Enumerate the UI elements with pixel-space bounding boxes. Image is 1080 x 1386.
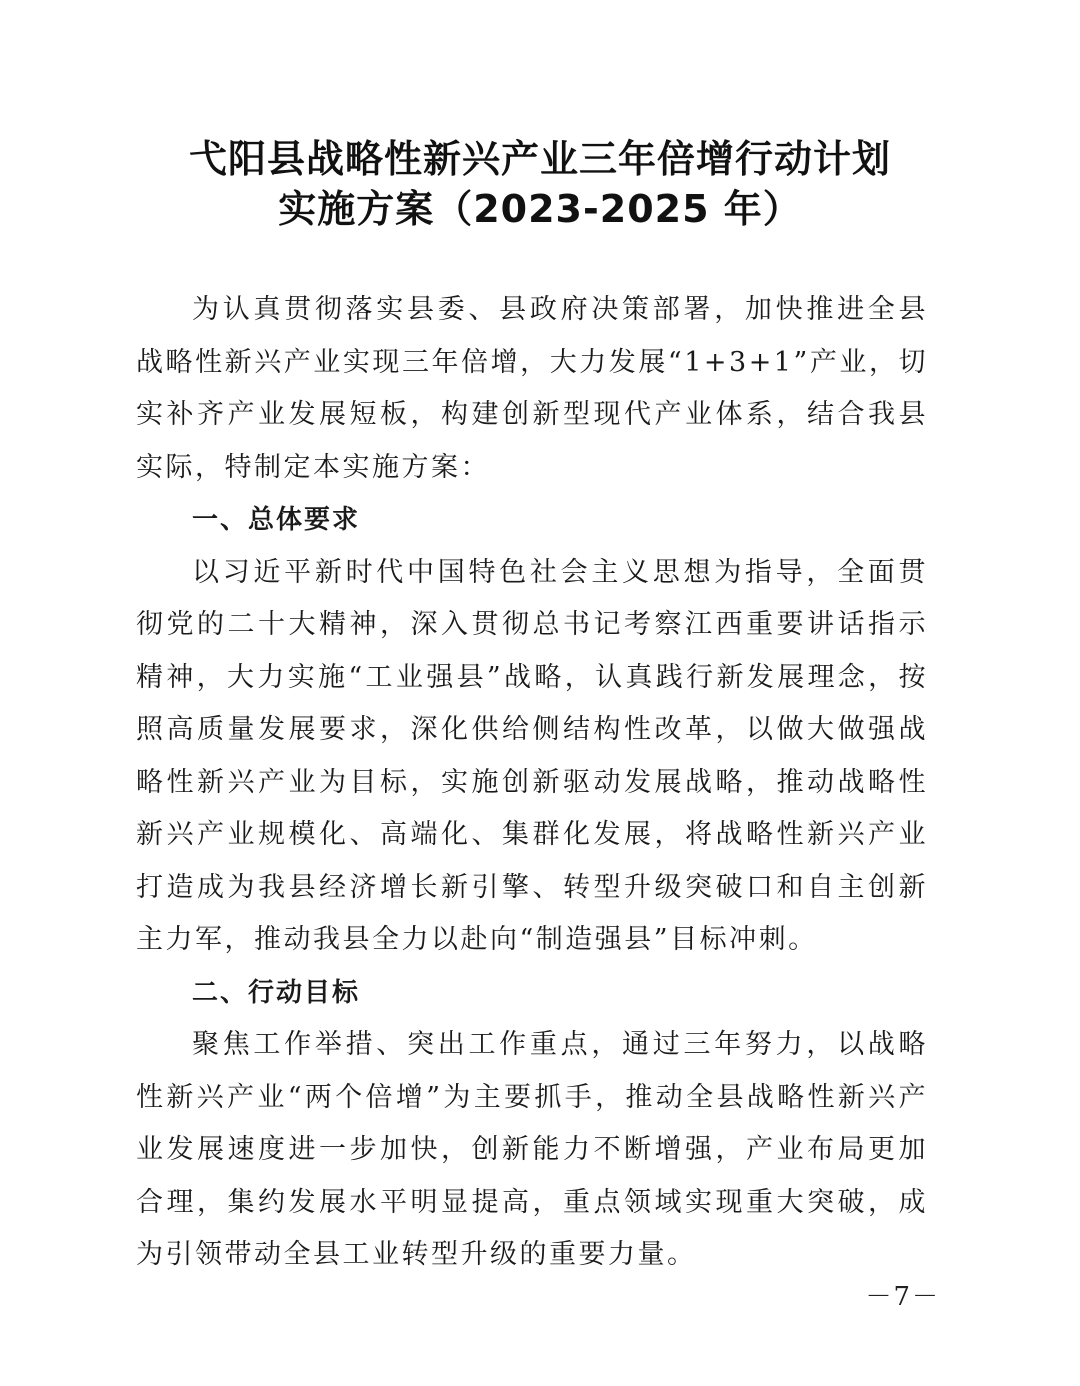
document-title-line2: 实施方案（2023-2025 年） [278,187,802,231]
section-paragraph-general-requirements: 以习近平新时代中国特色社会主义思想为指导，全面贯彻党的二十大精神，深入贯彻总书记考察江西重要讲话指示精神，大力实施“工业强县”战略，认真践行新发展理念，按照高质量发展要求，深化供给侧结构性改革，以做大做强战略性新兴产业为目标，实施创新驱动发展战略，推动战略性新兴产业规模化、高端化、集群化发展，将战略性新兴产业打造成为我县经济增长新引擎、转型升级突破口和自主创新主力军，推动我县全力以赴向“制造强县”目标冲刺。 [136,556,928,955]
section-heading-general-requirements: 一、总体要求 [192,505,361,535]
document-title-line1: 弋阳县战略性新兴产业三年倍增行动计划 [188,137,891,181]
page-number: －7－ [865,1282,940,1312]
intro-paragraph: 为认真贯彻落实县委、县政府决策部署，加快推进全县战略性新兴产业实现三年倍增，大力发展“1+3+1”产业，切实补齐产业发展短板，构建创新型现代产业体系，结合我县实际，特制定本实施方案： [136,294,928,483]
section-heading-action-goals: 二、行动目标 [192,977,361,1008]
section-paragraph-action-goals: 聚焦工作举措、突出工作重点，通过三年努力，以战略性新兴产业“两个倍增”为主要抓手，推动全县战略性新兴产业发展速度进一步加快，创新能力不断增强，产业布局更加合理，集约发展水平明显提高，重点领域实现重大突破，成为引领带动全县工业转型升级的重要力量。 [136,1029,928,1270]
document-body [136,284,928,1282]
